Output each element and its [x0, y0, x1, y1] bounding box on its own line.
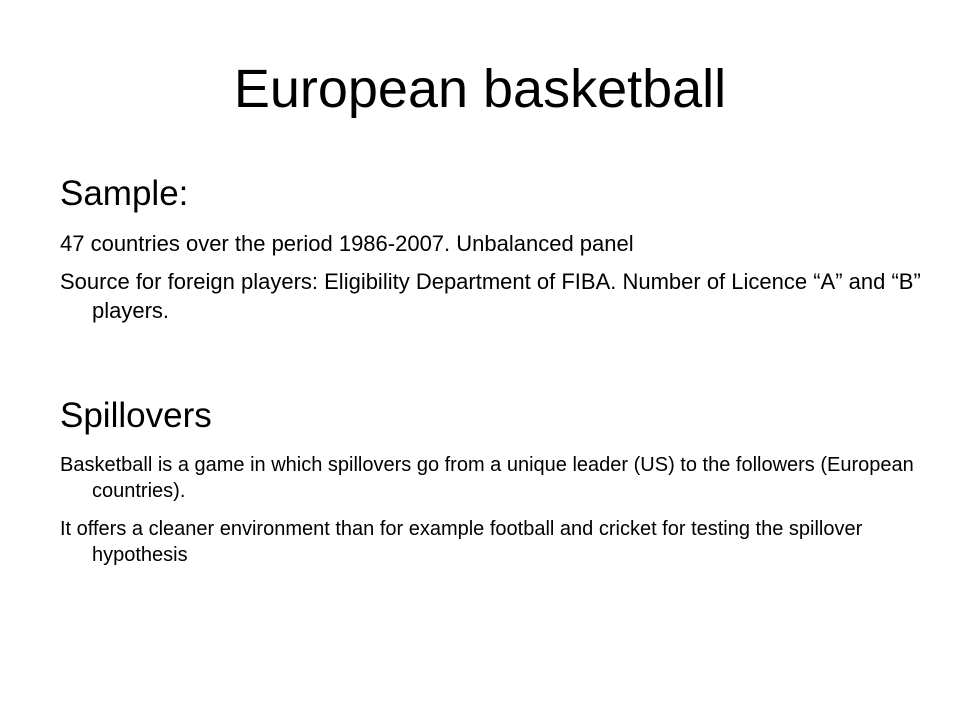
section-heading-spillovers: Spillovers [60, 396, 212, 435]
slide-title: European basketball [233, 59, 727, 119]
spillovers-paragraph-environment: It offers a cleaner environment than for example football and cricket for testing the spillover hypothesis [60, 518, 863, 566]
sample-paragraph-countries: 47 countries over the period 1986-2007. Unbalanced panel [60, 231, 634, 256]
sample-paragraph-source: Source for foreign players: Eligibility Department of FIBA. Number of Licence “A” and “B” players. [60, 269, 921, 323]
spillovers-paragraph-leader: Basketball is a game in which spillovers go from a unique leader (US) to the followers (European countries). [60, 454, 914, 502]
section-heading-sample: Sample: [60, 174, 189, 213]
